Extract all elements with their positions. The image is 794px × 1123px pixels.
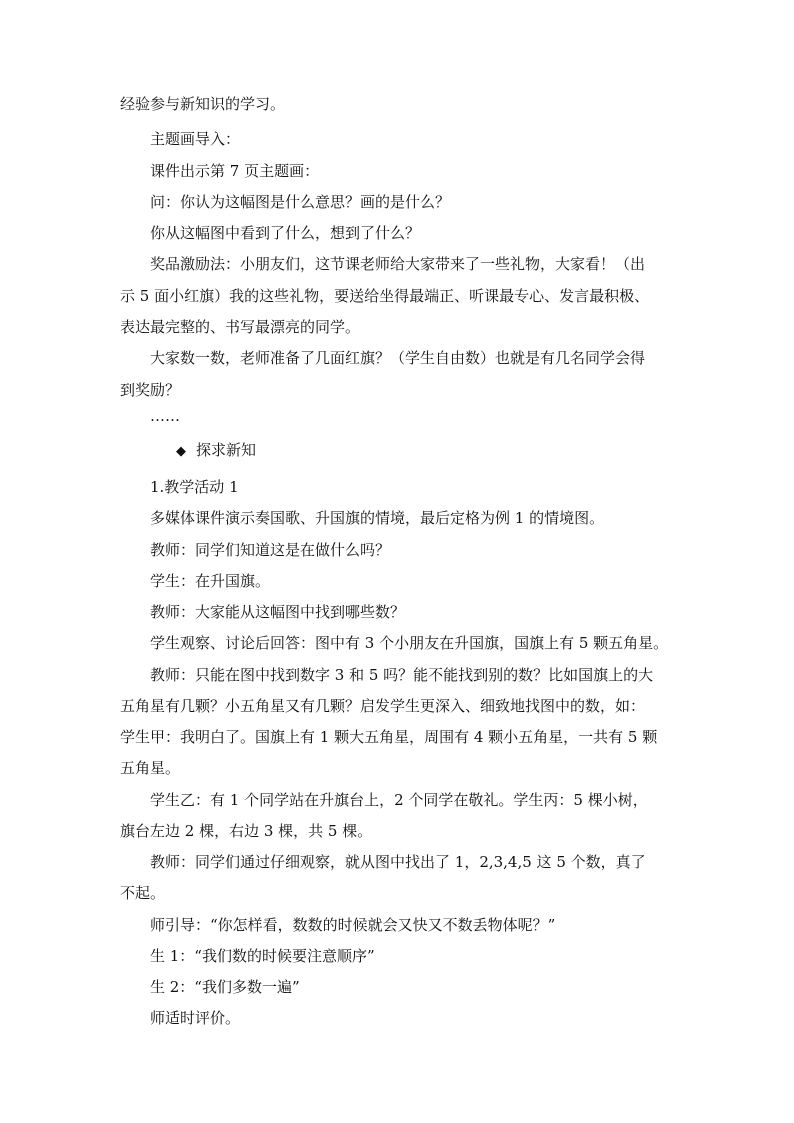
paragraph-line: 问：你认为这幅图是什么意思？画的是什么？ bbox=[150, 193, 451, 211]
paragraph-line: 示 5 面小红旗）我的这些礼物，要送给坐得最端正、听课最专心、发言最积极、 bbox=[120, 287, 650, 305]
paragraph-line: 师引导：“你怎样看，数数的时候就会又快又不数丢物体呢？” bbox=[150, 916, 556, 934]
paragraph-line: 教师：只能在图中找到数字 3 和 5 吗？能不能找到别的数？比如国旗上的大 bbox=[150, 666, 654, 684]
paragraph-line: 教师：大家能从这幅图中找到哪些数？ bbox=[150, 603, 406, 621]
section-heading bbox=[176, 440, 256, 462]
paragraph-line: 大家数一数，老师准备了几面红旗？（学生自由数）也就是有几名同学会得 bbox=[150, 349, 646, 367]
paragraph-line: 主题画导入： bbox=[150, 130, 241, 148]
paragraph-line: 旗台左边 2 棵，右边 3 棵，共 5 棵。 bbox=[120, 822, 373, 840]
paragraph-line: 奖品激励法：小朋友们，这节课老师给大家带来了一些礼物，大家看！（出 bbox=[150, 255, 646, 273]
paragraph-line: 生 1：“我们数的时候要注意顺序” bbox=[150, 947, 375, 965]
paragraph-line: 学生观察、讨论后回答：图中有 3 个小朋友在升国旗，国旗上有 5 颗五角星。 bbox=[150, 634, 669, 652]
paragraph-line: 学生乙：有 1 个同学站在升旗台上，2 个同学在敬礼。学生丙：5 棵小树， bbox=[150, 791, 648, 809]
ellipsis-line: …… bbox=[150, 407, 180, 425]
paragraph-line: 学生甲：我明白了。国旗上有 1 颗大五角星，周围有 4 颗小五角星，一共有 5 颗 bbox=[120, 728, 658, 746]
paragraph-line: 不起。 bbox=[120, 884, 166, 902]
paragraph-line: 表达最完整的、书写最漂亮的同学。 bbox=[120, 318, 361, 336]
section-heading-text: 探求新知 bbox=[196, 441, 257, 459]
paragraph-line: 教师：同学们知道这是在做什么吗？ bbox=[150, 541, 391, 559]
paragraph-line: 生 2：“我们多数一遍” bbox=[150, 978, 300, 996]
paragraph-line: 你从这幅图中看到了什么，想到了什么？ bbox=[150, 224, 421, 242]
paragraph-line: 学生：在升国旗。 bbox=[150, 572, 271, 590]
paragraph-line: 教师：同学们通过仔细观察，就从图中找出了 1，2,3,4,5 这 5 个数，真了 bbox=[150, 853, 646, 871]
paragraph-line: 五角星有几颗？小五角星又有几颗？启发学生更深入、细致地找图中的数，如： bbox=[120, 697, 646, 715]
paragraph-line: 经验参与新知识的学习。 bbox=[120, 95, 286, 113]
diamond-bullet-icon: ◆ bbox=[176, 444, 186, 459]
paragraph-line: 到奖励？ bbox=[120, 381, 181, 399]
paragraph-line: 1.教学活动 1 bbox=[150, 478, 239, 496]
paragraph-line: 师适时评价。 bbox=[150, 1009, 241, 1027]
paragraph-line: 五角星。 bbox=[120, 759, 181, 777]
paragraph-line: 课件出示第 7 页主题画： bbox=[150, 162, 320, 180]
paragraph-line: 多媒体课件演示奏国歌、升国旗的情境，最后定格为例 1 的情境图。 bbox=[150, 509, 605, 527]
